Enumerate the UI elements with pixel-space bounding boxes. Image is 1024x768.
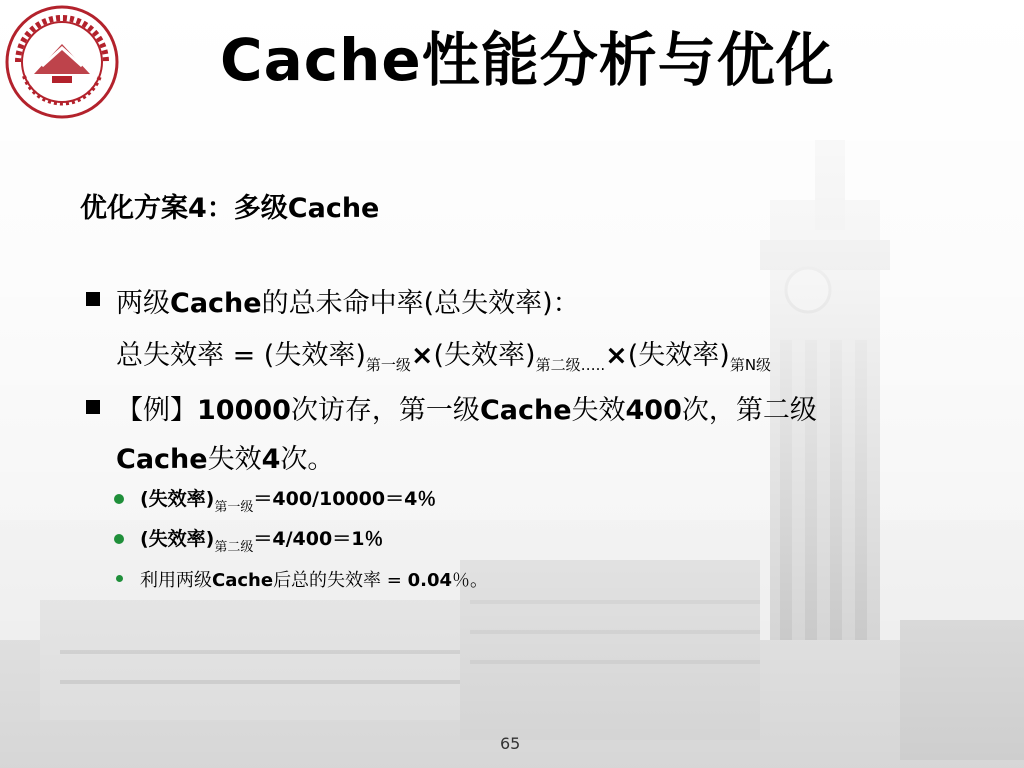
text-fragment: Cache: [479, 395, 572, 426]
text-fragment: 【例】: [116, 395, 197, 426]
text-fragment: 的总未命中率(总失效率)：: [261, 288, 580, 319]
square-bullet-icon: [86, 292, 100, 306]
text-fragment: (失效率): [140, 488, 215, 510]
text-fragment: 失效: [571, 395, 626, 426]
bullet-1-line-1: [116, 281, 580, 320]
dot-bullet-icon: [116, 575, 123, 582]
formula-subscript: 第二级…..: [535, 356, 606, 374]
text-fragment: 利用两级: [140, 570, 212, 591]
text-fragment: 后总的失效率 =: [273, 570, 408, 591]
times-sign: ×: [605, 340, 628, 371]
bullet-2-line-2: [116, 437, 334, 476]
slide-title: Cache性能分析与优化: [220, 26, 835, 94]
bullet-1-formula: [116, 333, 771, 375]
formula-subscript: 第N级: [729, 356, 772, 374]
text-fragment: 0.04: [407, 570, 453, 591]
university-seal-logo: [4, 4, 120, 120]
text-fragment: Cache: [212, 570, 274, 591]
text-fragment: Cache: [170, 288, 262, 319]
text-fragment: Cache: [116, 444, 208, 475]
formula-part: 总失效率 = (失效率): [116, 340, 366, 371]
text-fragment: 次。: [280, 444, 335, 475]
formula-part: (失效率): [627, 340, 730, 371]
text-fragment: ＝4/400＝1％: [253, 528, 384, 550]
subbullet-1: [140, 484, 436, 515]
text-fragment: 400: [625, 395, 682, 426]
text-fragment: 次访存，第一级: [290, 395, 480, 426]
page-number: 65: [500, 734, 521, 753]
subbullet-2: [140, 524, 383, 555]
formula-subscript: 第一级: [214, 500, 254, 515]
bullet-2-line-1: [116, 388, 817, 427]
subbullet-3: [140, 566, 488, 592]
formula-subscript: 第一级: [365, 356, 411, 374]
square-bullet-icon: [86, 400, 100, 414]
text-fragment: 失效: [207, 444, 262, 475]
formula-subscript: 第二级: [214, 540, 254, 555]
dot-bullet-icon: [114, 494, 124, 504]
text-fragment: 两级: [116, 288, 170, 319]
text-fragment: ％。: [452, 570, 489, 591]
text-fragment: 次，第二级: [681, 395, 817, 426]
slide-subtitle: 优化方案4：多级Cache: [80, 193, 380, 224]
text-fragment: (失效率): [140, 528, 215, 550]
formula-part: (失效率): [433, 340, 536, 371]
text-fragment: 4: [261, 444, 281, 475]
dot-bullet-icon: [114, 534, 124, 544]
times-sign: ×: [410, 340, 434, 371]
text-fragment: ＝400/10000＝4％: [253, 488, 437, 510]
text-fragment: 10000: [197, 395, 291, 426]
